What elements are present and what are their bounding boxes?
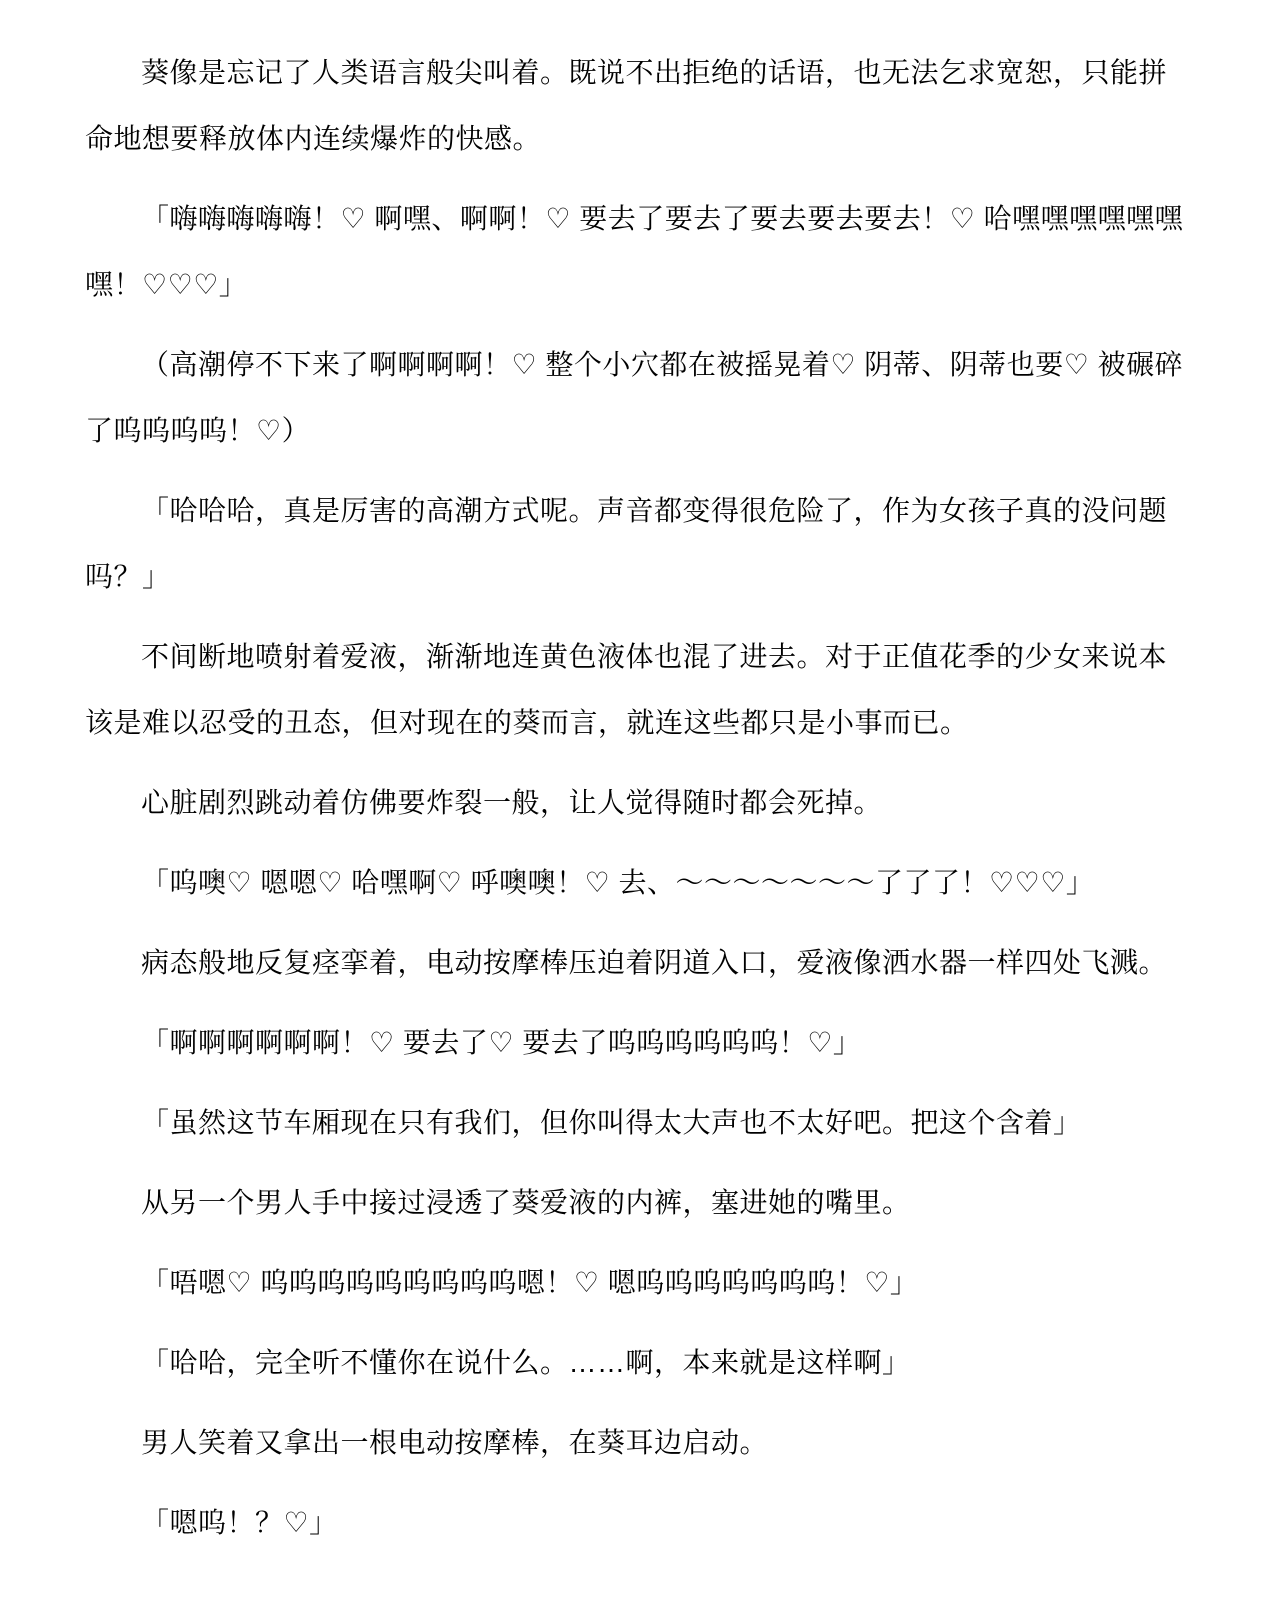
dialogue-line: 「虽然这节车厢现在只有我们，但你叫得太大声也不太好吧。把这个含着」 bbox=[141, 1107, 1082, 1138]
narration-paragraph: 不间断地喷射着爱液，渐渐地连黄色液体也混了进去。对于正值花季的少女来说本该是难以忍受的丑态，但对现在的葵而言，就连这些都只是小事而已。 bbox=[85, 641, 1168, 738]
narration-paragraph: 病态般地反复痉挛着，电动按摩棒压迫着阴道入口，爱液像洒水器一样四处飞溅。 bbox=[141, 947, 1168, 978]
dialogue-line: 「哈哈，完全听不懂你在说什么。……啊，本来就是这样啊」 bbox=[141, 1347, 911, 1378]
dialogue-line: 「嗨嗨嗨嗨嗨！♡ 啊嘿、啊啊！♡ 要去了要去了要去要去要去！♡ 哈嘿嘿嘿嘿嘿嘿嘿！♡♡♡」 bbox=[85, 203, 1184, 300]
dialogue-line: 「哈哈哈，真是厉害的高潮方式呢。声音都变得很危险了，作为女孩子真的没问题吗？」 bbox=[85, 495, 1168, 592]
dialogue-line: 「啊啊啊啊啊啊！♡ 要去了♡ 要去了呜呜呜呜呜呜！♡」 bbox=[141, 1027, 862, 1058]
narration-paragraph: 心脏剧烈跳动着仿佛要炸裂一般，让人觉得随时都会死掉。 bbox=[141, 787, 883, 818]
narration-paragraph: 葵像是忘记了人类语言般尖叫着。既说不出拒绝的话语，也无法乞求宽恕，只能拼命地想要释放体内连续爆炸的快感。 bbox=[85, 57, 1168, 154]
dialogue-line: 「唔嗯♡ 呜呜呜呜呜呜呜呜呜嗯！♡ 嗯呜呜呜呜呜呜呜！♡」 bbox=[141, 1267, 919, 1298]
dialogue-line: 「嗯呜！？♡」 bbox=[141, 1507, 338, 1538]
dialogue-line: 「呜噢♡ 嗯嗯♡ 哈嘿啊♡ 呼噢噢！♡ 去、～～～～～～～了了了！♡♡♡」 bbox=[141, 867, 1095, 898]
narration-paragraph: 男人笑着又拿出一根电动按摩棒，在葵耳边启动。 bbox=[141, 1427, 769, 1458]
narration-paragraph: 从另一个男人手中接过浸透了葵爱液的内裤，塞进她的嘴里。 bbox=[141, 1187, 911, 1218]
thought-line: （高潮停不下来了啊啊啊啊！♡ 整个小穴都在被摇晃着♡ 阴蒂、阴蒂也要♡ 被碾碎了呜呜呜呜！♡） bbox=[85, 349, 1184, 446]
